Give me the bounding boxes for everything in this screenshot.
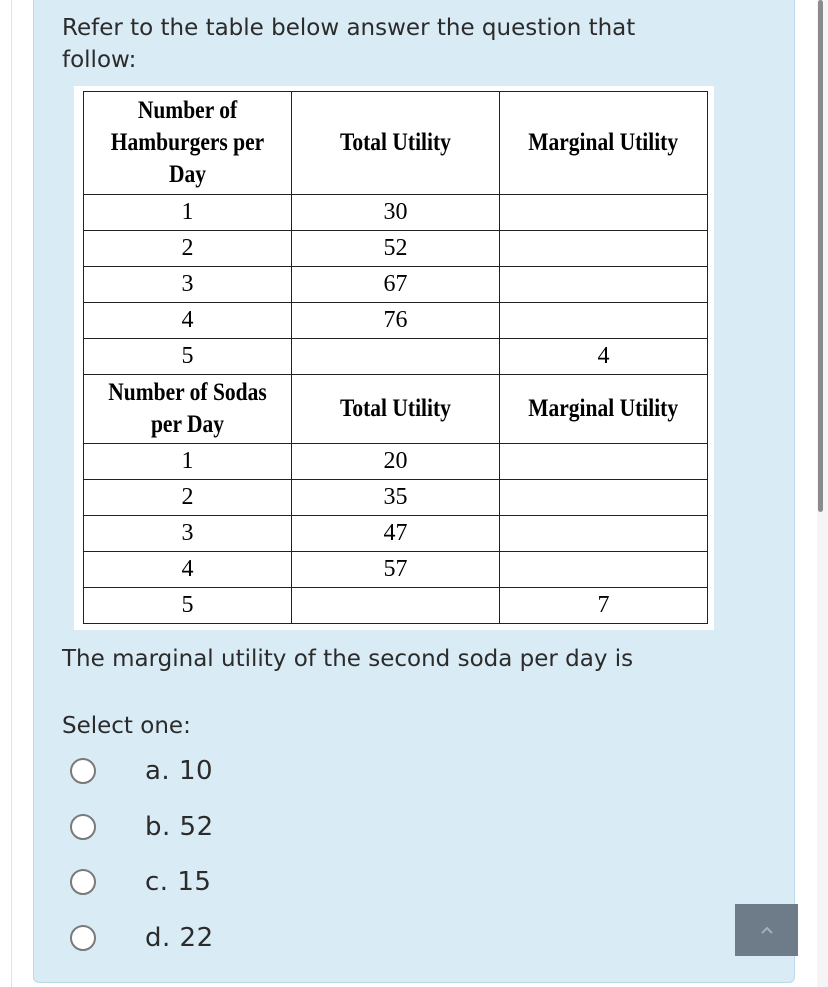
option-d[interactable] (70, 918, 370, 958)
table-cell (500, 231, 708, 267)
table-row (84, 480, 708, 516)
header-total-utility: Total Utility (292, 92, 500, 195)
table-cell (500, 516, 708, 552)
table-cell (500, 444, 708, 480)
table-cell: 1 (84, 195, 292, 231)
radio-unchecked-icon[interactable] (70, 925, 96, 951)
table-cell (500, 195, 708, 231)
table-cell: 1 (84, 444, 292, 480)
table-row (84, 516, 708, 552)
option-a[interactable] (70, 751, 370, 791)
table-row (84, 195, 708, 231)
table-cell: 3 (84, 267, 292, 303)
scrollbar-thumb[interactable] (818, 0, 823, 512)
header-marginal-utility: Marginal Utility (500, 375, 708, 444)
table-cell: 5 (84, 588, 292, 624)
option-label: b. 52 (145, 812, 214, 842)
table-row (84, 303, 708, 339)
option-label: d. 22 (145, 923, 214, 953)
table-cell: 7 (500, 588, 708, 624)
table-cell: 5 (84, 339, 292, 375)
table-cell: 2 (84, 231, 292, 267)
utility-table (83, 91, 708, 624)
table-cell: 35 (292, 480, 500, 516)
table-cell: 76 (292, 303, 500, 339)
option-label: c. 15 (145, 867, 212, 897)
table-row (84, 588, 708, 624)
option-b[interactable] (70, 807, 370, 847)
table-row (84, 552, 708, 588)
table-cell: 4 (500, 339, 708, 375)
table-row (84, 444, 708, 480)
chevron-up-icon (760, 925, 774, 935)
table-cell: 67 (292, 267, 500, 303)
table-cell (292, 588, 500, 624)
table-cell: 52 (292, 231, 500, 267)
scroll-to-top-button[interactable] (735, 904, 798, 956)
table-cell: 30 (292, 195, 500, 231)
header-hamburgers-qty: Number of Hamburgers per Day (84, 92, 292, 195)
radio-unchecked-icon[interactable] (70, 869, 96, 895)
select-one-label: Select one: (62, 713, 191, 739)
radio-unchecked-icon[interactable] (70, 758, 96, 784)
table-row (84, 231, 708, 267)
table-cell: 4 (84, 552, 292, 588)
table-cell: 20 (292, 444, 500, 480)
table-header-row (84, 375, 708, 444)
table-cell: 3 (84, 516, 292, 552)
table-cell (500, 303, 708, 339)
table-row (84, 339, 708, 375)
table-row (84, 267, 708, 303)
table-cell (500, 480, 708, 516)
table-cell: 57 (292, 552, 500, 588)
table-header-row (84, 92, 708, 195)
option-c[interactable] (70, 862, 370, 902)
question-prompt: The marginal utility of the second soda per day is (62, 646, 634, 672)
table-cell (500, 267, 708, 303)
header-marginal-utility: Marginal Utility (500, 92, 708, 195)
table-cell: 4 (84, 303, 292, 339)
table-cell: 2 (84, 480, 292, 516)
header-sodas-qty: Number of Sodas per Day (84, 375, 292, 444)
question-intro: Refer to the table below answer the question that follow: (62, 15, 636, 73)
utility-table-image (74, 86, 714, 630)
header-total-utility: Total Utility (292, 375, 500, 444)
page-border (11, 0, 12, 987)
option-label: a. 10 (145, 756, 214, 786)
table-cell (292, 339, 500, 375)
radio-unchecked-icon[interactable] (70, 814, 96, 840)
table-cell (500, 552, 708, 588)
table-cell: 47 (292, 516, 500, 552)
